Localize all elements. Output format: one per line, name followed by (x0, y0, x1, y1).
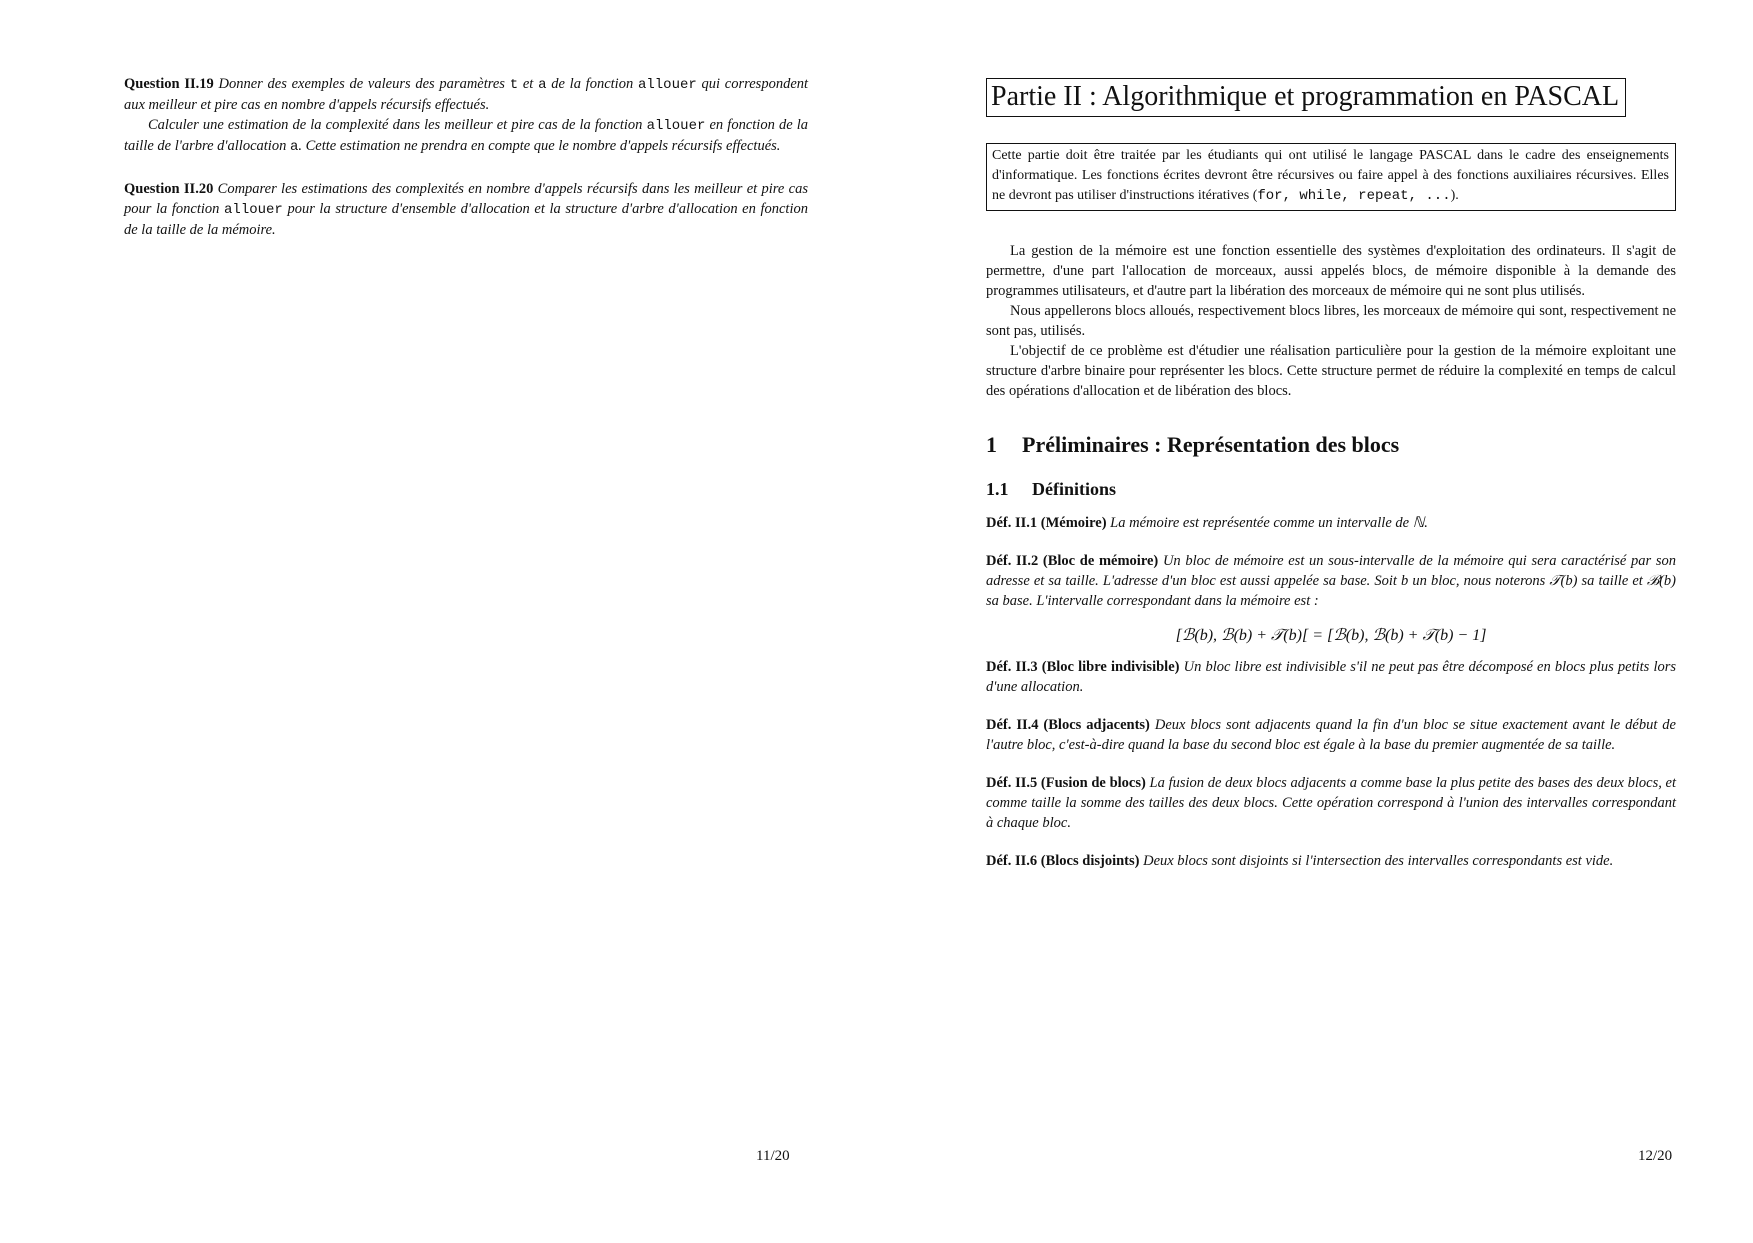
definition: Déf. II.2 (Bloc de mémoire) Un bloc de mémoire est un sous-intervalle de la mémoire qui sera caractérisé par son adresse et sa taille. L'adresse d'un bloc est aussi appelée sa base. Soit b un bloc, nous noterons 𝒯(b) sa taille et ℬ(b) sa base. L'intervalle correspondant dans la mémoire est : (986, 553, 1676, 609)
notice-box: Cette partie doit être traitée par les étudiants qui ont utilisé le langage PASCAL dans le cadre des enseignements d'informatique. Les fonctions écrites devront être récursives ou faire appel à des fonctions auxiliaires récursives. Elles ne devront pas utiliser d'instructions itératives (for, while, repeat, ...). (986, 143, 1676, 211)
left-column (124, 74, 808, 240)
page-number-left: 11/20 (756, 1148, 790, 1164)
right-column (986, 78, 1676, 871)
intro-paragraph: Nous appellerons blocs alloués, respectivement blocs libres, les morceaux de mémoire qui sont, respectivement ne sont pas, utilisés. (986, 303, 1676, 339)
definition: Déf. II.6 (Blocs disjoints) Deux blocs sont disjoints si l'intersection des intervalles correspondants est vide. (986, 853, 1614, 869)
intro-paragraph: L'objectif de ce problème est d'étudier une réalisation particulière pour la gestion de la mémoire exploitant une structure d'arbre binaire pour représenter les blocs. Cette structure permet de réduire la complexité en temps de calcul des opérations d'allocation et de libération des blocs. (986, 343, 1676, 399)
question-19: Question II.19 Donner des exemples de valeurs des paramètres t et a de la fonction allouer qui correspondent aux meilleur et pire cas en nombre d'appels récursifs effectués. (124, 76, 809, 113)
page-number-right: 12/20 (1638, 1148, 1673, 1164)
intro-paragraph: La gestion de la mémoire est une fonction essentielle des systèmes d'exploitation des ordinateurs. Il s'agit de permettre, d'une part l'allocation de morceaux, aussi appelés blocs, de mémoire disponible à la demande des programmes utilisateurs, et d'autre part la libération des morceaux de mémoire qui ne sont plus utilisés. (986, 243, 1676, 299)
question-20: Question II.20 Comparer les estimations des complexités en nombre d'appels récursifs dans les meilleur et pire cas pour la fonction allouer pour la structure d'ensemble d'allocation et la structure d'arbre d'allocation en fonction de la taille de la mémoire. (124, 181, 808, 238)
question-20-label: Question II.20 (124, 181, 214, 197)
subsection-heading: 1.1 Définitions (986, 479, 1117, 499)
definition: Déf. II.1 (Mémoire) La mémoire est représentée comme un intervalle de ℕ. (986, 515, 1428, 531)
equation: [ℬ(b), ℬ(b) + 𝒯(b)[ = [ℬ(b), ℬ(b) + 𝒯(b) − 1] (1175, 627, 1487, 644)
section-heading: 1 Préliminaires : Représentation des blocs (986, 432, 1400, 457)
question-19-label: Question II.19 (124, 76, 214, 92)
right-page (876, 0, 1753, 1243)
intro (986, 241, 1676, 401)
definition: Déf. II.5 (Fusion de blocs) La fusion de deux blocs adjacents a comme base la plus petite des bases des deux blocs, et comme taille la somme des tailles des deux blocs. Cette opération correspond à l'union des intervalles correspondant à chaque bloc. (986, 775, 1677, 831)
left-page (0, 0, 876, 1243)
definition: Déf. II.3 (Bloc libre indivisible) Un bloc libre est indivisible s'il ne peut pas être décomposé en blocs plus petits lors d'une allocation. (986, 659, 1677, 695)
question-19-part2: Calculer une estimation de la complexité dans les meilleur et pire cas de la fonction allouer en fonction de la taille de l'arbre d'allocation a. Cette estimation ne prendra en compte que le nombre d'appels récursifs effectués. (124, 117, 809, 155)
definition: Déf. II.4 (Blocs adjacents) Deux blocs sont adjacents quand la fin d'un bloc se situe exactement avant le début de l'autre bloc, c'est-à-dire quand la base du second bloc est égale à la base du premier augmentée de sa taille. (986, 717, 1676, 753)
part-title: Partie II : Algorithmique et programmation en PASCAL (986, 78, 1626, 117)
